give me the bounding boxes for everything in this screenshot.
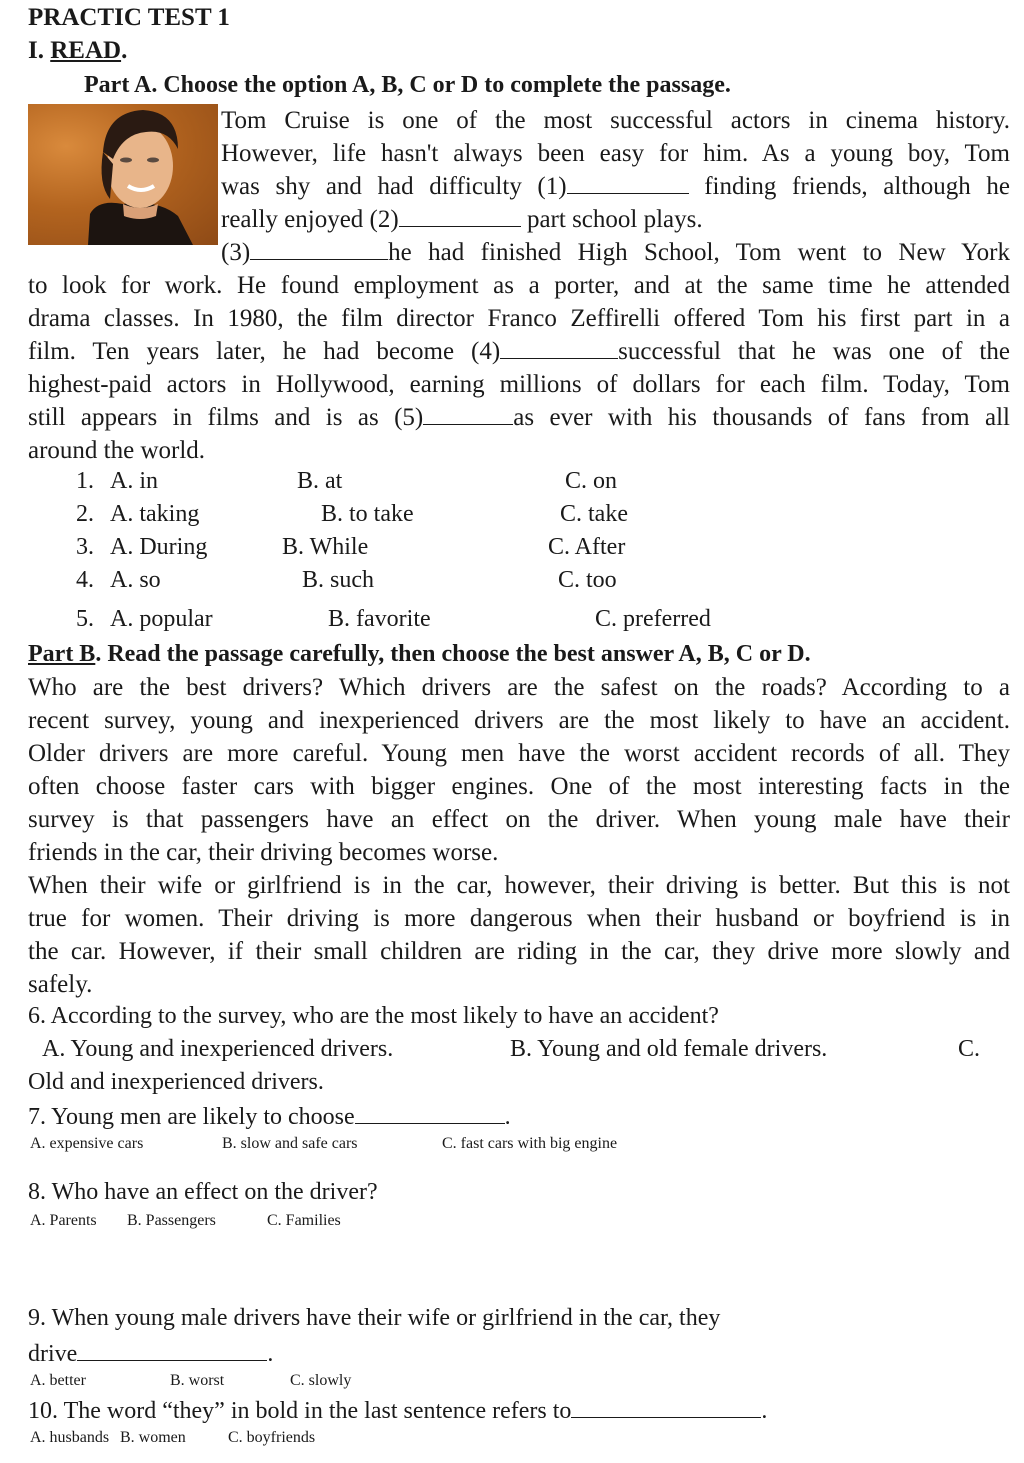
option-b[interactable]: B. at <box>297 468 343 494</box>
q7-blank[interactable] <box>355 1101 505 1124</box>
passage-line: often choose faster cars with bigger engines. One of the most interesting facts in the <box>28 773 1010 800</box>
blank-2[interactable] <box>399 204 521 227</box>
question-number: 1. <box>76 468 94 494</box>
question-number: 3. <box>76 534 94 560</box>
blank-4[interactable] <box>500 336 618 359</box>
passage-line: recent survey, young and inexperienced drivers are the most likely to have an accident. <box>28 707 1010 734</box>
q8-option-b[interactable]: B. Passengers <box>127 1212 216 1229</box>
q6-option-c-label[interactable]: C. <box>958 1036 981 1062</box>
passage-line: the car. However, if their small children are riding in the car, they drive more slowly and <box>28 938 1010 965</box>
q9-blank[interactable] <box>77 1338 267 1361</box>
q9-option-b[interactable]: B. worst <box>170 1372 225 1389</box>
passage-line: film. Ten years later, he had become (4) successful that he was one of the <box>28 338 1010 365</box>
section-heading <box>28 37 127 65</box>
q8-option-a[interactable]: A. Parents <box>30 1212 97 1229</box>
q6-option-b[interactable]: B. Young and old female drivers. <box>510 1036 828 1062</box>
passage-line: When their wife or girlfriend is in the car, however, their driving is better. But this is not <box>28 872 1010 899</box>
q7-option-b[interactable]: B. slow and safe cars <box>222 1135 358 1152</box>
option-c[interactable]: C. After <box>548 534 626 560</box>
passage-a-intro <box>221 104 1010 269</box>
passage-line: safely. <box>28 971 93 998</box>
q6-option-a[interactable]: A. Young and inexperienced drivers. <box>42 1036 394 1062</box>
question-number: 4. <box>76 567 94 593</box>
q9-option-c[interactable]: C. slowly <box>290 1372 352 1389</box>
q10-option-c[interactable]: C. boyfriends <box>228 1429 316 1446</box>
option-a[interactable]: A. in <box>110 468 158 494</box>
option-b[interactable]: B. to take <box>321 501 414 527</box>
q8-option-c[interactable]: C. Families <box>267 1212 341 1229</box>
option-row-5 <box>0 606 1024 636</box>
option-a[interactable]: A. so <box>110 567 161 593</box>
q9-option-a[interactable]: A. better <box>30 1372 86 1389</box>
option-a[interactable]: A. popular <box>110 606 213 632</box>
part-b-text: . Read the passage carefully, then choose the best answer A, B, C or D. <box>95 641 811 667</box>
option-c[interactable]: C. on <box>565 468 618 494</box>
question-6: 6. According to the survey, who are the most likely to have an accident? <box>28 1003 719 1029</box>
option-b[interactable]: B. While <box>282 534 369 560</box>
passage-line: around the world. <box>28 437 206 464</box>
passage-line: Who are the best drivers? Which drivers are the safest on the roads? According to a <box>28 674 1010 701</box>
passage-a-body <box>28 269 1010 467</box>
question-number: 5. <box>76 606 94 632</box>
q10-option-b[interactable]: B. women <box>120 1429 186 1446</box>
question-10: 10. The word “they” in bold in the last sentence refers to . <box>28 1395 767 1425</box>
blank-5[interactable] <box>423 402 513 425</box>
passage-line: (3) he had finished High School, Tom went to New York <box>221 239 1010 266</box>
option-c[interactable]: C. too <box>558 567 617 593</box>
option-c[interactable]: C. preferred <box>595 606 711 632</box>
option-row-2 <box>0 501 1024 531</box>
passage-line: Older drivers are more careful. Young men have the worst accident records of all. They <box>28 740 1010 767</box>
page-title: PRACTIC TEST 1 <box>28 4 230 31</box>
question-8: 8. Who have an effect on the driver? <box>28 1179 378 1205</box>
blank-3[interactable] <box>250 237 388 260</box>
option-a[interactable]: A. taking <box>110 501 200 527</box>
option-c[interactable]: C. take <box>560 501 628 527</box>
question-number: 2. <box>76 501 94 527</box>
q7-option-c[interactable]: C. fast cars with big engine <box>442 1135 618 1152</box>
option-b[interactable]: B. favorite <box>328 606 431 632</box>
q10-blank[interactable] <box>571 1395 761 1418</box>
option-row-4 <box>0 567 1024 597</box>
passage-line: highest-paid actors in Hollywood, earning millions of dollars for each film. Today, Tom <box>28 371 1010 398</box>
option-b[interactable]: B. such <box>302 567 374 593</box>
blank-1[interactable] <box>567 171 689 194</box>
question-9: 9. When young male drivers have their wife or girlfriend in the car, they <box>28 1305 721 1331</box>
q6-option-c[interactable]: Old and inexperienced drivers. <box>28 1069 324 1095</box>
q10-option-a[interactable]: A. husbands <box>30 1429 110 1446</box>
part-a-instruction: Part A. Choose the option A, B, C or D to complete the passage. <box>84 72 731 98</box>
option-row-1 <box>0 468 1024 498</box>
part-b-instruction <box>28 641 811 668</box>
passage-line: survey is that passengers have an effect on the driver. When young male have their <box>28 806 1010 833</box>
passage-line: to look for work. He found employment as a porter, and at the same time he attended <box>28 272 1010 299</box>
option-row-3 <box>0 534 1024 564</box>
question-7: 7. Young men are likely to choose . <box>28 1101 511 1131</box>
section-dot: . <box>121 37 128 64</box>
passage-line: However, life hasn't always been easy for him. As a young boy, Tom <box>221 140 1010 167</box>
section-number: I. <box>28 37 51 64</box>
passage-line: drama classes. In 1980, the film director Franco Zeffirelli offered Tom his first part in a <box>28 305 1010 332</box>
passage-line: really enjoyed (2) part school plays. <box>221 206 703 233</box>
portrait-photo-icon <box>28 104 218 245</box>
passage-line: still appears in films and is as (5) as ever with his thousands of fans from all <box>28 404 1010 431</box>
passage-line: Tom Cruise is one of the most successful actors in cinema history. <box>221 107 1010 134</box>
passage-line: true for women. Their driving is more dangerous when their husband or boyfriend is in <box>28 905 1010 932</box>
option-a[interactable]: A. During <box>110 534 208 560</box>
passage-line: was shy and had difficulty (1) finding friends, although he <box>221 173 1010 200</box>
passage-line: friends in the car, their driving becomes worse. <box>28 839 499 866</box>
part-b-label: Part B <box>28 641 96 667</box>
q7-option-a[interactable]: A. expensive cars <box>30 1135 144 1152</box>
section-word: READ <box>50 37 122 64</box>
passage-b <box>28 671 1010 1001</box>
question-9-cont: drive . <box>28 1338 273 1368</box>
